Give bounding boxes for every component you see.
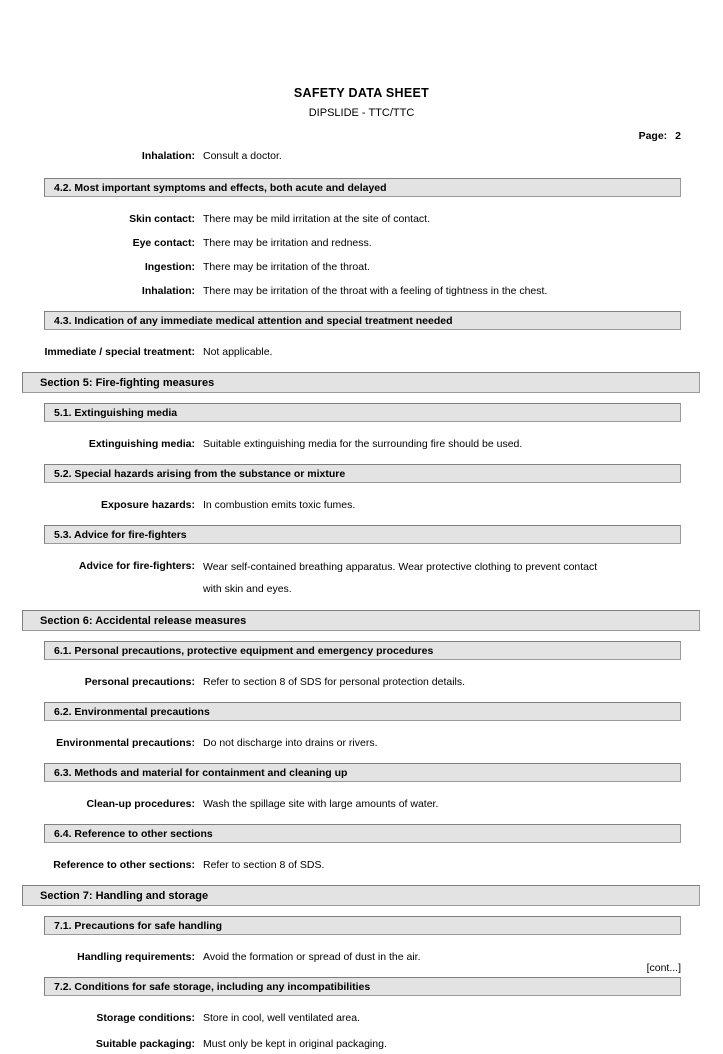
row-value-line-1: Wear self-contained breathing apparatus. Wear protective clothing to prevent contact	[203, 561, 598, 573]
spacer	[0, 996, 723, 1008]
spacer	[0, 631, 723, 641]
spacer	[0, 692, 723, 702]
row-label: Advice for fire-fighters:	[78, 560, 195, 572]
heading-6-1: 6.1. Personal precautions, protective equipment and emergency procedures	[44, 641, 681, 660]
spacer	[0, 814, 723, 824]
row-label: Reference to other sections:	[53, 859, 195, 871]
spacer	[0, 544, 723, 556]
row-value: There may be irritation and redness.	[203, 237, 372, 249]
heading-6-3: 6.3. Methods and material for containment and cleaning up	[44, 763, 681, 782]
row-value: Avoid the formation or spread of dust in the air.	[203, 951, 421, 963]
row-value: Consult a doctor.	[203, 150, 282, 162]
heading-6-4: 6.4. Reference to other sections	[44, 824, 681, 843]
spacer	[0, 843, 723, 855]
row-label: Ingestion:	[144, 261, 195, 273]
heading-section-7: Section 7: Handling and storage	[22, 885, 700, 906]
row-label: Environmental precautions:	[56, 737, 195, 749]
row-label: Eye contact:	[132, 237, 195, 249]
spacer	[0, 782, 723, 794]
spacer	[0, 660, 723, 672]
row-value: There may be irritation of the throat.	[203, 261, 370, 273]
row-label: Skin contact:	[129, 213, 195, 225]
row-immediate-treatment	[0, 342, 723, 362]
row-value: Wash the spillage site with large amounts of water.	[203, 798, 439, 810]
spacer	[0, 721, 723, 733]
page-number: 2	[675, 130, 681, 142]
row-cleanup-procedures	[0, 794, 723, 814]
spacer	[0, 197, 723, 209]
row-label: Personal precautions:	[84, 676, 195, 688]
row-value-line-2: with skin and eyes.	[203, 583, 292, 595]
spacer	[0, 422, 723, 434]
row-advice-firefighters	[0, 556, 723, 600]
row-label: Suitable packaging:	[95, 1038, 195, 1050]
row-value: There may be irritation of the throat with a feeling of tightness in the chest.	[203, 285, 548, 297]
row-value: Refer to section 8 of SDS for personal protection details.	[203, 676, 466, 688]
row-label: Exposure hazards:	[101, 499, 195, 511]
row-skin-contact	[0, 209, 723, 229]
document-body	[0, 146, 723, 1054]
row-value: Not applicable.	[203, 346, 273, 358]
row-reference-other-sections	[0, 855, 723, 875]
spacer	[0, 454, 723, 464]
heading-5-3: 5.3. Advice for fire-fighters	[44, 525, 681, 544]
row-eye-contact	[0, 233, 723, 253]
row-value: Refer to section 8 of SDS.	[203, 859, 325, 871]
spacer	[0, 935, 723, 947]
row-ingestion	[0, 257, 723, 277]
spacer	[0, 393, 723, 403]
row-extinguishing-media	[0, 434, 723, 454]
continuation-marker: [cont...]	[646, 962, 681, 974]
spacer	[0, 166, 723, 178]
row-environmental-precautions	[0, 733, 723, 753]
spacer	[0, 753, 723, 763]
heading-5-2: 5.2. Special hazards arising from the substance or mixture	[44, 464, 681, 483]
row-value: There may be mild irritation at the site of contact.	[203, 213, 431, 225]
spacer	[0, 515, 723, 525]
product-name: DIPSLIDE - TTC/TTC	[308, 107, 415, 119]
heading-section-6: Section 6: Accidental release measures	[22, 610, 700, 631]
heading-7-1: 7.1. Precautions for safe handling	[44, 916, 681, 935]
spacer	[0, 330, 723, 342]
row-suitable-packaging	[0, 1034, 723, 1054]
row-inhalation-first-aid	[0, 146, 723, 166]
row-value: Store in cool, well ventilated area.	[203, 1012, 361, 1024]
row-value: Do not discharge into drains or rivers.	[203, 737, 378, 749]
page-title: SAFETY DATA SHEET	[293, 86, 430, 100]
row-label: Clean-up procedures:	[86, 798, 195, 810]
row-value: In combustion emits toxic fumes.	[203, 499, 356, 511]
spacer	[0, 906, 723, 916]
heading-4-2: 4.2. Most important symptoms and effects, both acute and delayed	[44, 178, 681, 197]
row-label: Immediate / special treatment:	[44, 346, 195, 358]
heading-4-3: 4.3. Indication of any immediate medical attention and special treatment needed	[44, 311, 681, 330]
row-label: Inhalation:	[141, 150, 195, 162]
row-value	[203, 556, 723, 600]
heading-section-5: Section 5: Fire-fighting measures	[22, 372, 700, 393]
heading-5-1: 5.1. Extinguishing media	[44, 403, 681, 422]
row-label: Storage conditions:	[96, 1012, 195, 1024]
row-label: Inhalation:	[141, 285, 195, 297]
spacer	[0, 301, 723, 311]
page-indicator	[639, 130, 681, 142]
spacer	[0, 600, 723, 610]
page-label: Page:	[638, 130, 668, 142]
spacer	[0, 483, 723, 495]
document-header	[0, 86, 723, 120]
row-inhalation-symptoms	[0, 281, 723, 301]
row-storage-conditions	[0, 1008, 723, 1028]
row-personal-precautions	[0, 672, 723, 692]
spacer	[0, 875, 723, 885]
row-exposure-hazards	[0, 495, 723, 515]
row-label: Handling requirements:	[77, 951, 195, 963]
spacer	[0, 362, 723, 372]
row-value: Must only be kept in original packaging.	[203, 1038, 387, 1050]
row-label: Extinguishing media:	[88, 438, 195, 450]
heading-6-2: 6.2. Environmental precautions	[44, 702, 681, 721]
heading-7-2: 7.2. Conditions for safe storage, including any incompatibilities	[44, 977, 681, 996]
row-value: Suitable extinguishing media for the surrounding fire should be used.	[203, 438, 523, 450]
